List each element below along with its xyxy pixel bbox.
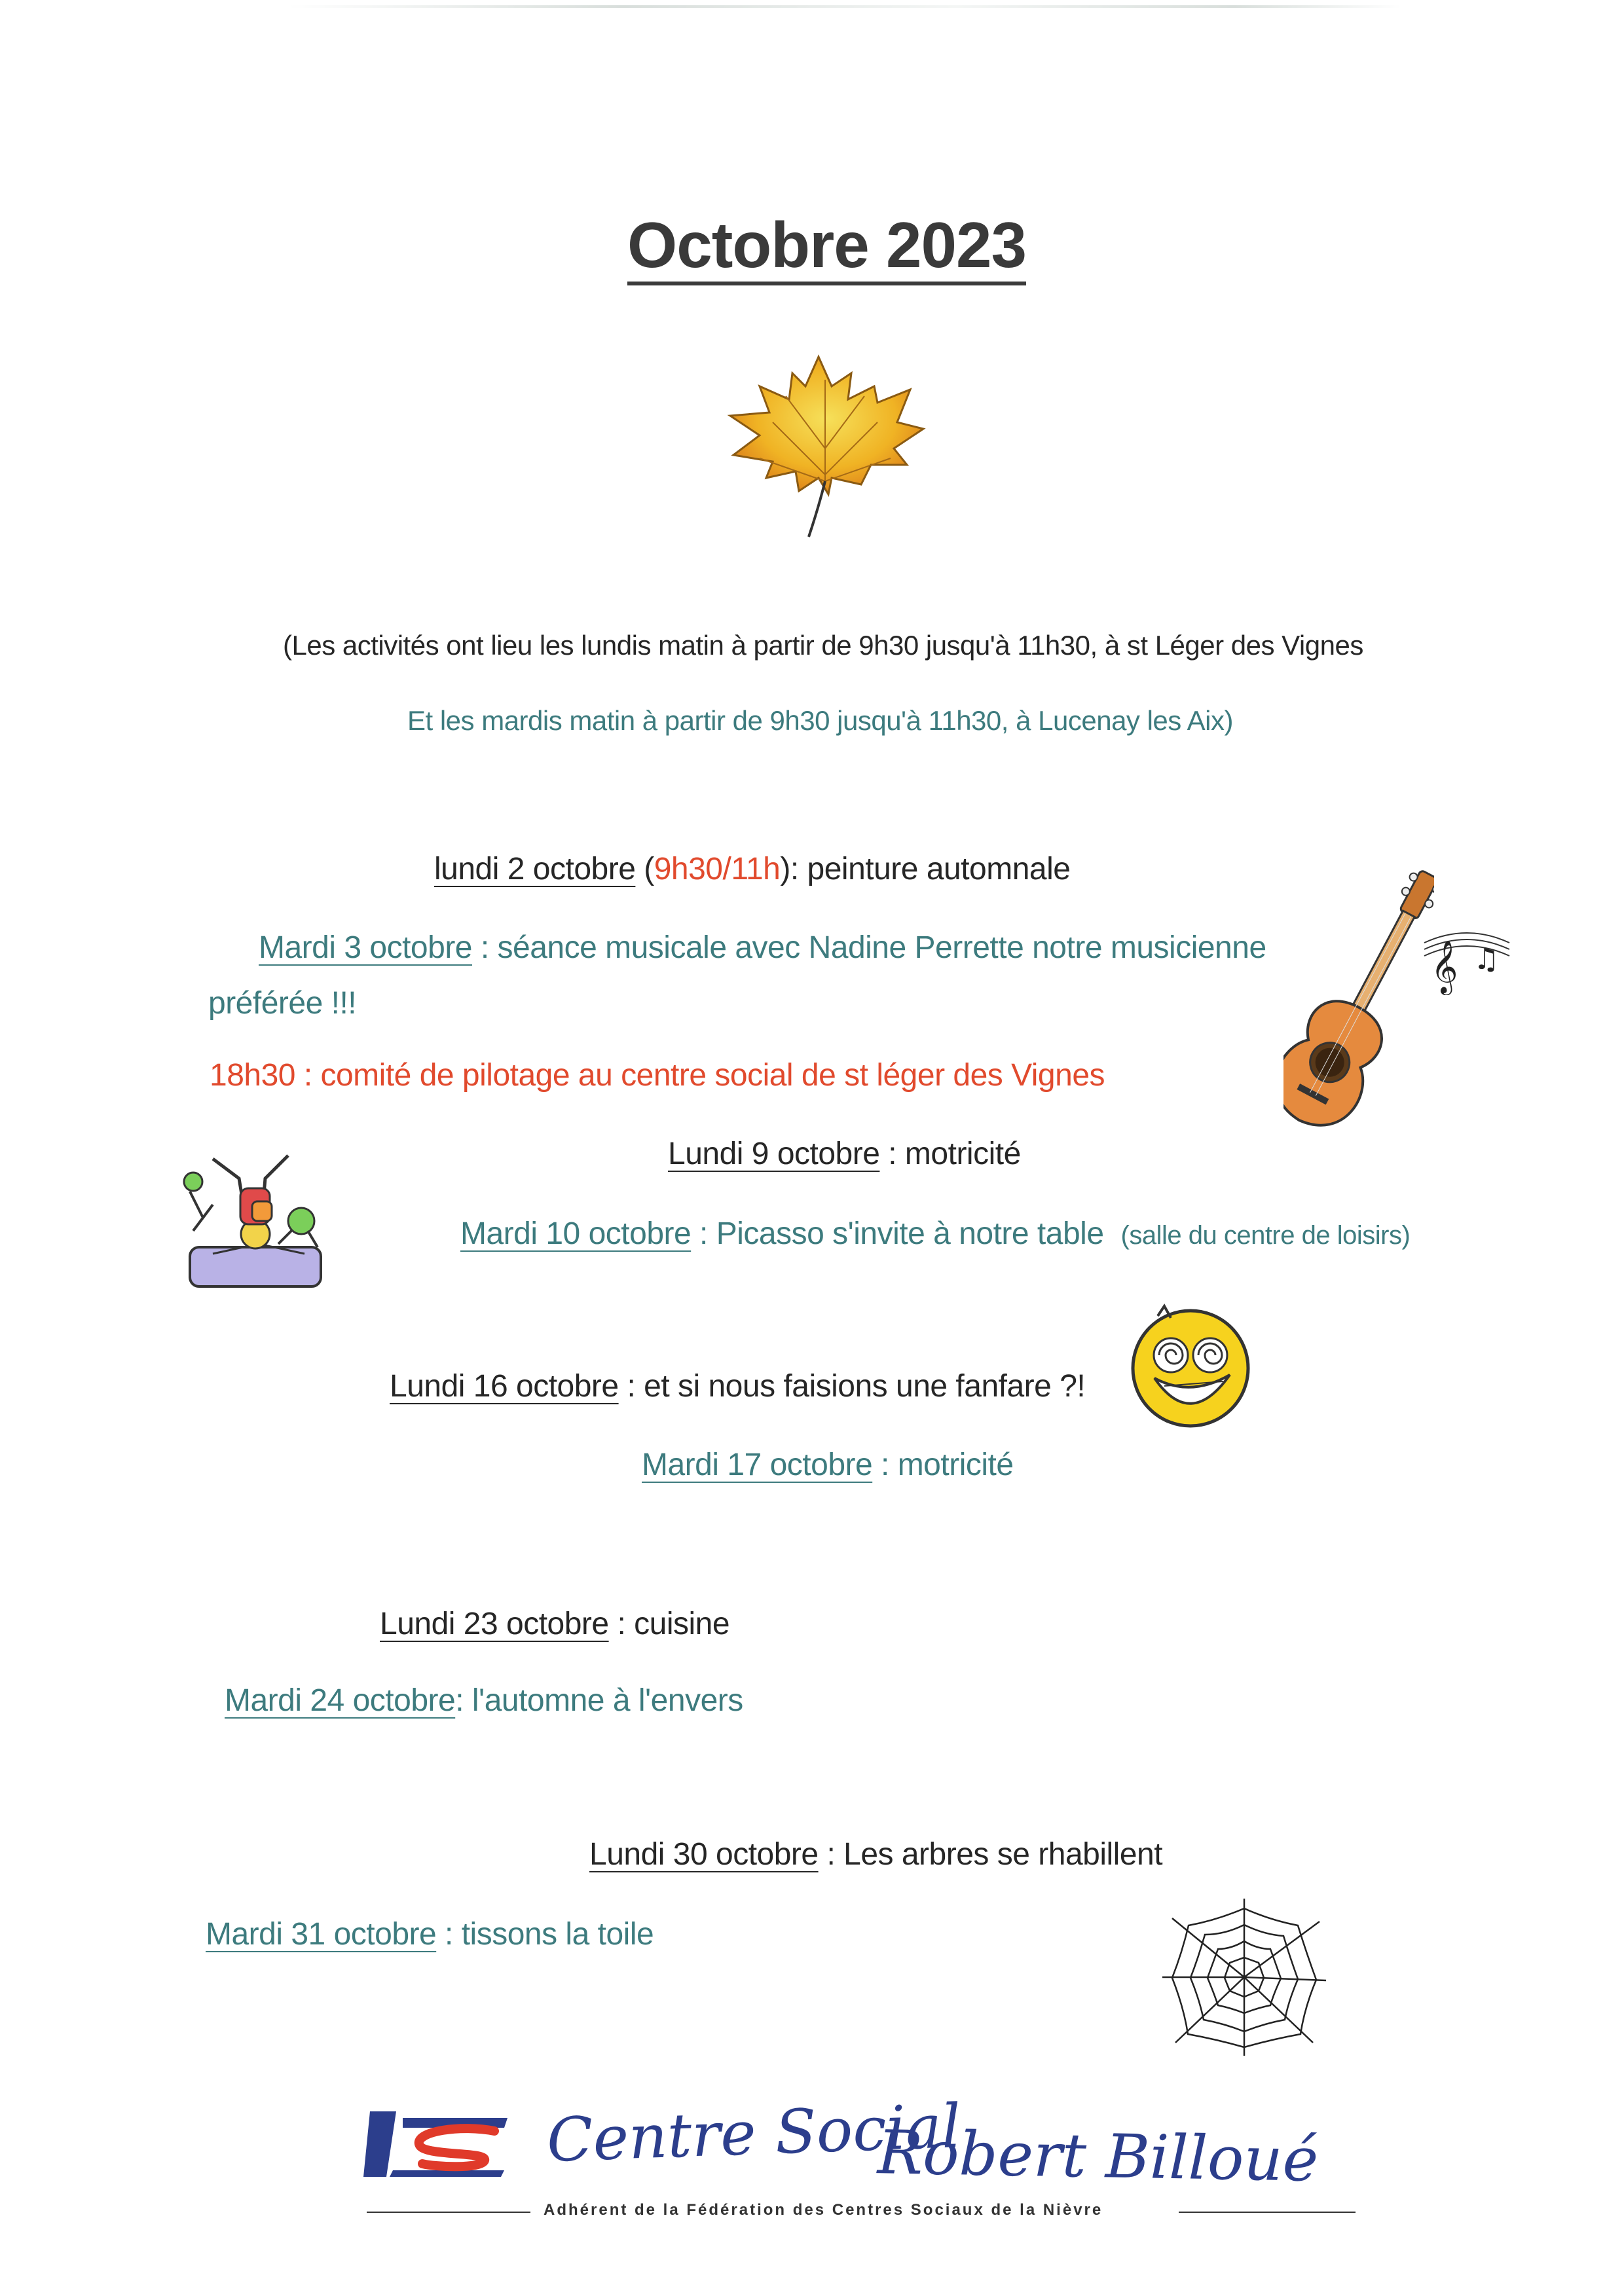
event-lundi-23	[380, 1606, 729, 1642]
event-text: : cuisine	[608, 1607, 730, 1641]
event-text: : et si nous faisions une fanfare ?!	[618, 1369, 1086, 1404]
maple-leaf-icon	[720, 350, 930, 547]
event-text: ): peinture automnale	[780, 852, 1071, 886]
footer-rule-right	[1179, 2212, 1356, 2213]
logo-text-robert-billoue: Robert Billoué	[877, 2117, 1320, 2195]
event-date: Mardi 10 octobre	[460, 1216, 692, 1251]
event-date: Lundi 9 octobre	[668, 1137, 880, 1171]
event-date: Lundi 30 octobre	[589, 1837, 819, 1872]
event-text: : Picasso s'invite à notre table	[691, 1216, 1104, 1251]
event-text: : tissons la toile	[436, 1917, 654, 1952]
event-note: (salle du centre de loisirs)	[1120, 1221, 1411, 1250]
scan-edge	[288, 5, 1401, 8]
intro-line-1: (Les activités ont lieu les lundis matin à partir de 9h30 jusqu'à 11h30, à st Léger des Vignes	[283, 630, 1363, 661]
event-date: Mardi 3 octobre	[259, 930, 472, 965]
event-text: : Les arbres se rhabillent	[818, 1837, 1163, 1872]
dizzy-smiley-icon	[1125, 1300, 1256, 1430]
event-date: Mardi 24 octobre	[225, 1683, 456, 1718]
event-text: : motricité	[879, 1137, 1021, 1171]
footer-subtitle: Adhérent de la Fédération des Centres Sociaux de la Nièvre	[544, 2201, 1103, 2219]
event-lundi-30	[589, 1836, 1162, 1872]
spider-web-icon	[1159, 1895, 1329, 2059]
footer-rule-left	[367, 2212, 530, 2213]
acrobat-kids-icon	[167, 1139, 331, 1296]
centre-social-logo-icon	[363, 2105, 517, 2183]
event-paren-open: (	[635, 852, 654, 886]
event-date: Lundi 16 octobre	[390, 1369, 619, 1404]
event-mardi-10	[460, 1216, 1410, 1252]
music-notes-icon	[1421, 923, 1513, 995]
event-text: : séance musicale avec Nadine Perrette notre musicienne	[472, 930, 1266, 965]
svg-text:♫: ♫	[1473, 943, 1500, 976]
intro-line-2: Et les mardis matin à partir de 9h30 jusqu'à 11h30, à Lucenay les Aix)	[407, 705, 1233, 736]
svg-text:𝄞: 𝄞	[1431, 939, 1458, 993]
event-lundi-9	[668, 1136, 1021, 1172]
event-mardi-24	[225, 1683, 743, 1719]
event-mardi-3-cont: préférée !!!	[208, 986, 357, 1021]
event-lundi-2	[434, 851, 1070, 887]
event-text: : motricité	[872, 1448, 1014, 1482]
event-comite-pilotage: 18h30 : comité de pilotage au centre social de st léger des Vignes	[210, 1058, 1105, 1093]
event-mardi-3	[259, 930, 1266, 966]
event-date: Mardi 31 octobre	[206, 1917, 437, 1952]
event-date: lundi 2 octobre	[434, 852, 636, 886]
guitar-icon	[1283, 845, 1434, 1146]
event-time: 9h30/11h	[654, 852, 781, 886]
page-title: Octobre 2023	[627, 209, 1026, 281]
event-mardi-17	[642, 1447, 1014, 1483]
event-mardi-31	[206, 1916, 654, 1952]
event-date: Lundi 23 octobre	[380, 1607, 609, 1641]
event-date: Mardi 17 octobre	[642, 1448, 873, 1482]
logo-text-centre-social: Centre Social	[545, 2090, 963, 2176]
event-lundi-16	[390, 1368, 1085, 1404]
event-text: : l'automne à l'envers	[455, 1683, 743, 1718]
